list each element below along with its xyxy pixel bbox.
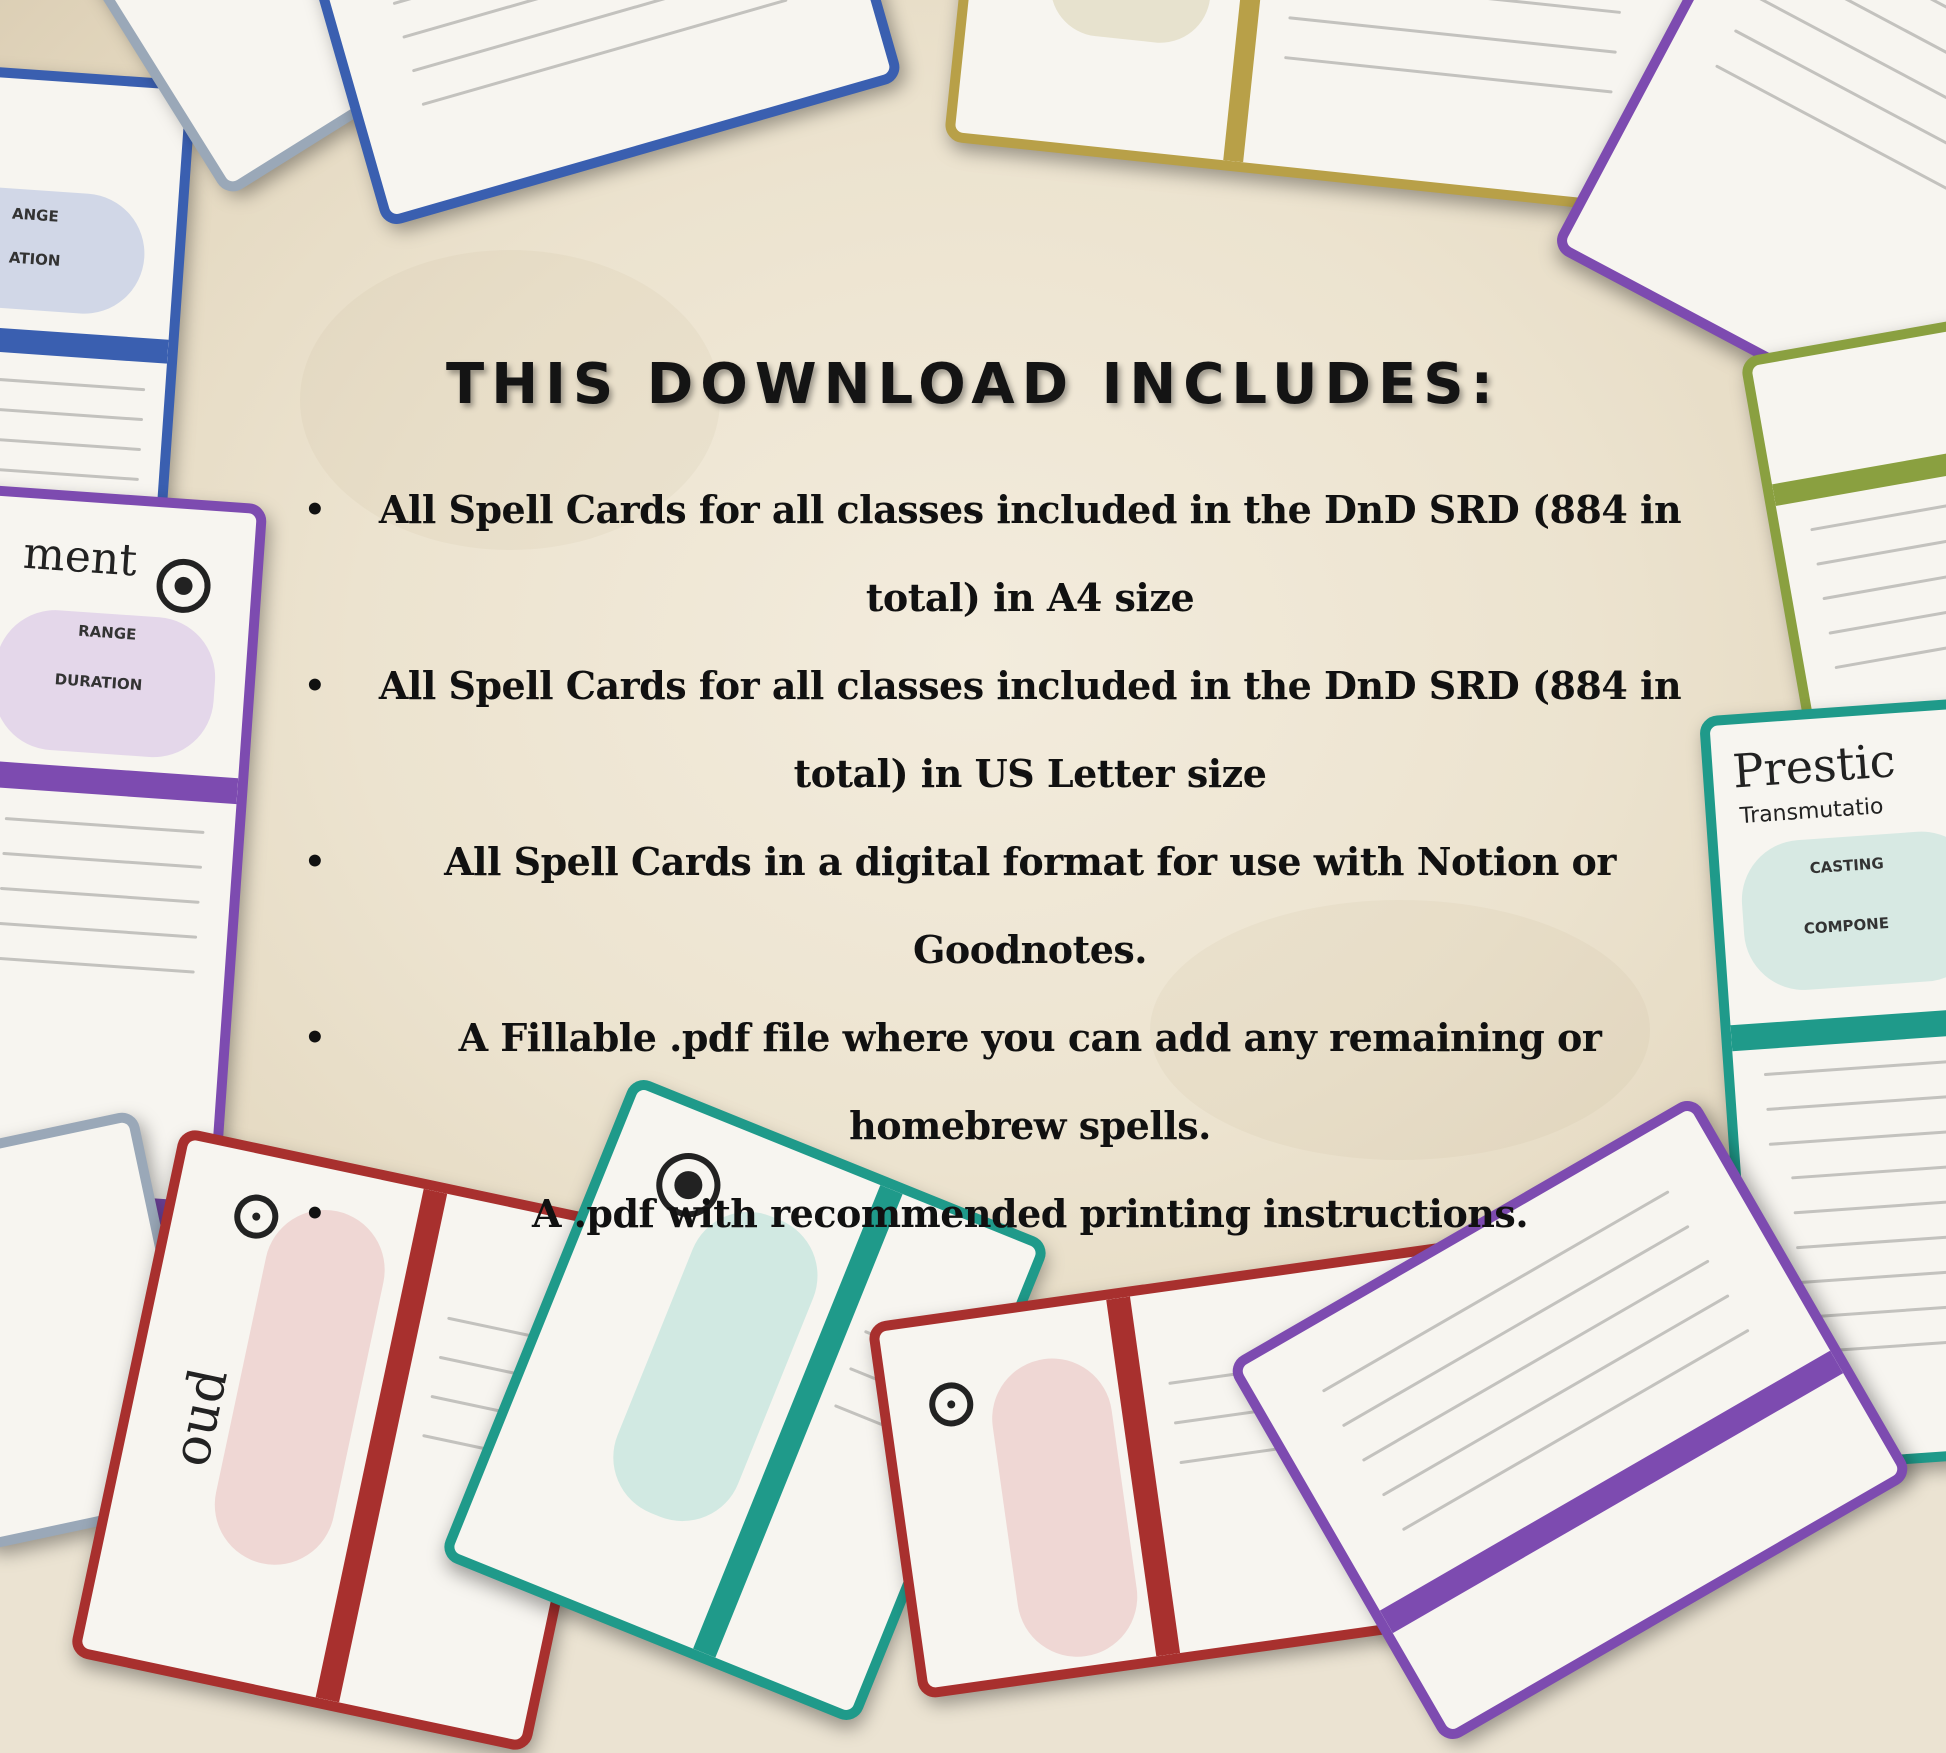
card-info-pill	[1738, 828, 1946, 994]
card-subtitle: Transmutatio	[1739, 794, 1885, 830]
list-item	[290, 642, 1700, 818]
card-bar	[1223, 0, 1277, 162]
list-item-text: All Spell Cards for all classes included in the DnD SRD (884 in total) in US Letter size	[378, 663, 1682, 796]
list-item-text: A Fillable .pdf file where you can add any remaining or homebrew spells.	[458, 1015, 1602, 1148]
bullet-icon: •	[304, 1194, 326, 1234]
list-item-text: All Spell Cards in a digital format for use with Notion or Goodnotes.	[444, 839, 1616, 972]
list-item	[290, 818, 1700, 994]
card-bar	[0, 752, 238, 804]
list-item-text: A .pdf with recommended printing instructions.	[531, 1191, 1529, 1236]
class-emblem-icon	[926, 1380, 976, 1430]
list-item-text: All Spell Cards for all classes included in the DnD SRD (884 in total) in A4 size	[378, 487, 1682, 620]
page-heading: THIS DOWNLOAD INCLUDES:	[446, 351, 1500, 417]
list-item	[290, 466, 1700, 642]
card-components-label: COMPONE	[1803, 914, 1890, 938]
card-range-label: ANGE	[11, 204, 60, 226]
card-info-pill	[1046, 0, 1216, 48]
list-item	[290, 994, 1700, 1170]
card-title: Prestic	[1730, 733, 1897, 799]
list-item	[290, 1170, 1700, 1258]
bullet-icon: •	[304, 490, 326, 530]
includes-list	[290, 466, 1700, 1258]
class-emblem-icon	[155, 557, 213, 615]
bullet-icon: •	[304, 842, 326, 882]
bullet-icon: •	[304, 666, 326, 706]
card-title: oud	[160, 1363, 240, 1472]
card-duration-label: DURATION	[54, 670, 143, 695]
card-bar	[1772, 439, 1946, 506]
card-bar	[1380, 1351, 1843, 1634]
card-title: ment	[21, 527, 139, 587]
card-casting-label: CASTING	[1809, 854, 1885, 878]
card-range-label: RANGE	[77, 621, 137, 644]
card-duration-label: ATION	[8, 248, 62, 270]
card-bar	[1730, 1005, 1946, 1051]
bullet-icon: •	[304, 1018, 326, 1058]
